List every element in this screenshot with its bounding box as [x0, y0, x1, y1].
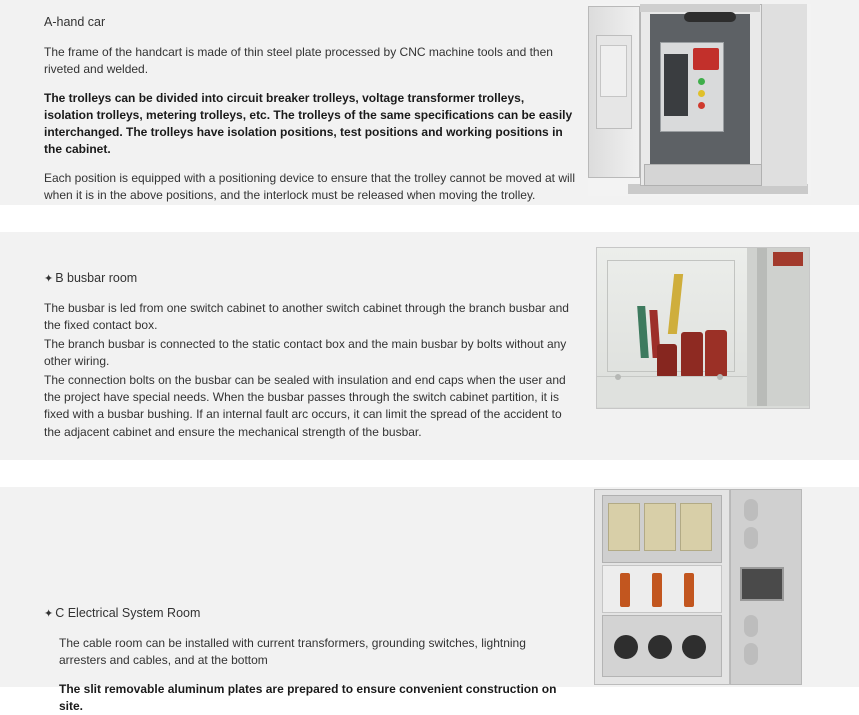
photo-arrester-2 [652, 573, 662, 607]
section-hand-car-text [0, 0, 584, 205]
photo-contact-box-1 [608, 503, 640, 551]
paragraph: The cable room can be installed with current transformers, grounding switches, lightning arresters and cables, and at the bottom [59, 636, 526, 668]
photo-cabinet-top [640, 4, 760, 12]
section-electrical-system-room-text [0, 487, 584, 715]
photo-breaker-face [664, 54, 688, 116]
photo-contact-box-2 [644, 503, 676, 551]
photo-bolt-left [615, 374, 621, 380]
indicator-red-icon [698, 102, 705, 109]
photo-arrester-3 [684, 573, 694, 607]
bullet-icon: ✦ [44, 273, 54, 285]
photo-bolt-right [717, 374, 723, 380]
photo-adjacent-cabinet [760, 4, 807, 186]
photo-side-vent-2 [744, 527, 758, 549]
paragraph: The connection bolts on the busbar can be sealed with insulation and end caps when the user and the project have special needs. When the busbar passes through the switch cabinet partition, it is fixed with a busbar bushing. If an internal fault arc occurs, it can limit the spread of the accident to the adjacent cabinet and ensure the mechanical strength of the busbar. [44, 373, 566, 439]
indicator-yellow-icon [698, 90, 705, 97]
section-busbar-room-heading [44, 270, 576, 286]
photo-current-transformer-3 [682, 635, 706, 659]
photo-current-transformer-1 [614, 635, 638, 659]
photo-control-display [740, 567, 784, 601]
paragraph-emphasis: The trolleys can be divided into circuit breaker trolleys, voltage transformer trolleys, isolation trolleys, metering trolleys, etc. The trolleys of the same specifications can be easily interchanged. The trolleys have isolation positions, test positions and working positions in the cabinet. [44, 91, 573, 157]
section-busbar-room [0, 232, 859, 460]
busbar-room-photo [596, 247, 810, 409]
section-busbar-room-text [0, 232, 584, 441]
photo-partition-band [757, 248, 767, 406]
paragraph: Each position is equipped with a positioning device to ensure that the trolley cannot be moved at will when it is in the above positions, and the interlock must be released when moving the trolley. [44, 171, 575, 203]
section-busbar-room-media [584, 232, 859, 409]
section-hand-car-heading: A-hand car [44, 15, 106, 29]
bullet-icon: ✦ [44, 608, 54, 620]
section-electrical-system-room-media [584, 487, 859, 685]
photo-bushing-left [657, 344, 677, 378]
indicator-green-icon [698, 78, 705, 85]
section-electrical-system-room [0, 487, 859, 714]
section-divider [0, 205, 859, 232]
photo-cabinet-door [588, 6, 640, 178]
photo-busbar-floor [597, 376, 747, 407]
photo-current-transformer-2 [648, 635, 672, 659]
cabinet-trolley-photo [588, 4, 811, 196]
photo-bushing-middle [681, 332, 703, 378]
section-divider [0, 460, 859, 487]
paragraph: The frame of the handcart is made of thin steel plate processed by CNC machine tools and then riveted and welded. [44, 45, 553, 77]
section-electrical-system-room-heading-label: C Electrical System Room [55, 606, 201, 620]
photo-top-red-element [773, 252, 803, 266]
photo-bushing-right [705, 330, 727, 378]
photo-door-relay-panel [600, 45, 627, 97]
section-electrical-system-room-heading [44, 605, 576, 621]
paragraph: The busbar is led from one switch cabinet to another switch cabinet through the branch busbar and the fixed contact box. [44, 301, 569, 333]
photo-cable [684, 12, 736, 22]
cable-room-photo [594, 489, 800, 685]
section-hand-car [0, 0, 859, 205]
photo-side-vent-1 [744, 499, 758, 521]
photo-breaker-label [693, 48, 719, 70]
photo-cabinet-base [644, 164, 762, 186]
photo-contact-box-3 [680, 503, 712, 551]
section-hand-car-media [584, 0, 859, 196]
section-busbar-room-heading-label: B busbar room [55, 271, 138, 285]
photo-side-vent-4 [744, 643, 758, 665]
photo-side-vent-3 [744, 615, 758, 637]
photo-arrester-1 [620, 573, 630, 607]
paragraph-emphasis: The slit removable aluminum plates are prepared to ensure convenient construction on site. [59, 682, 557, 714]
paragraph: The branch busbar is connected to the static contact box and the main busbar by bolts without any other wiring. [44, 337, 567, 369]
